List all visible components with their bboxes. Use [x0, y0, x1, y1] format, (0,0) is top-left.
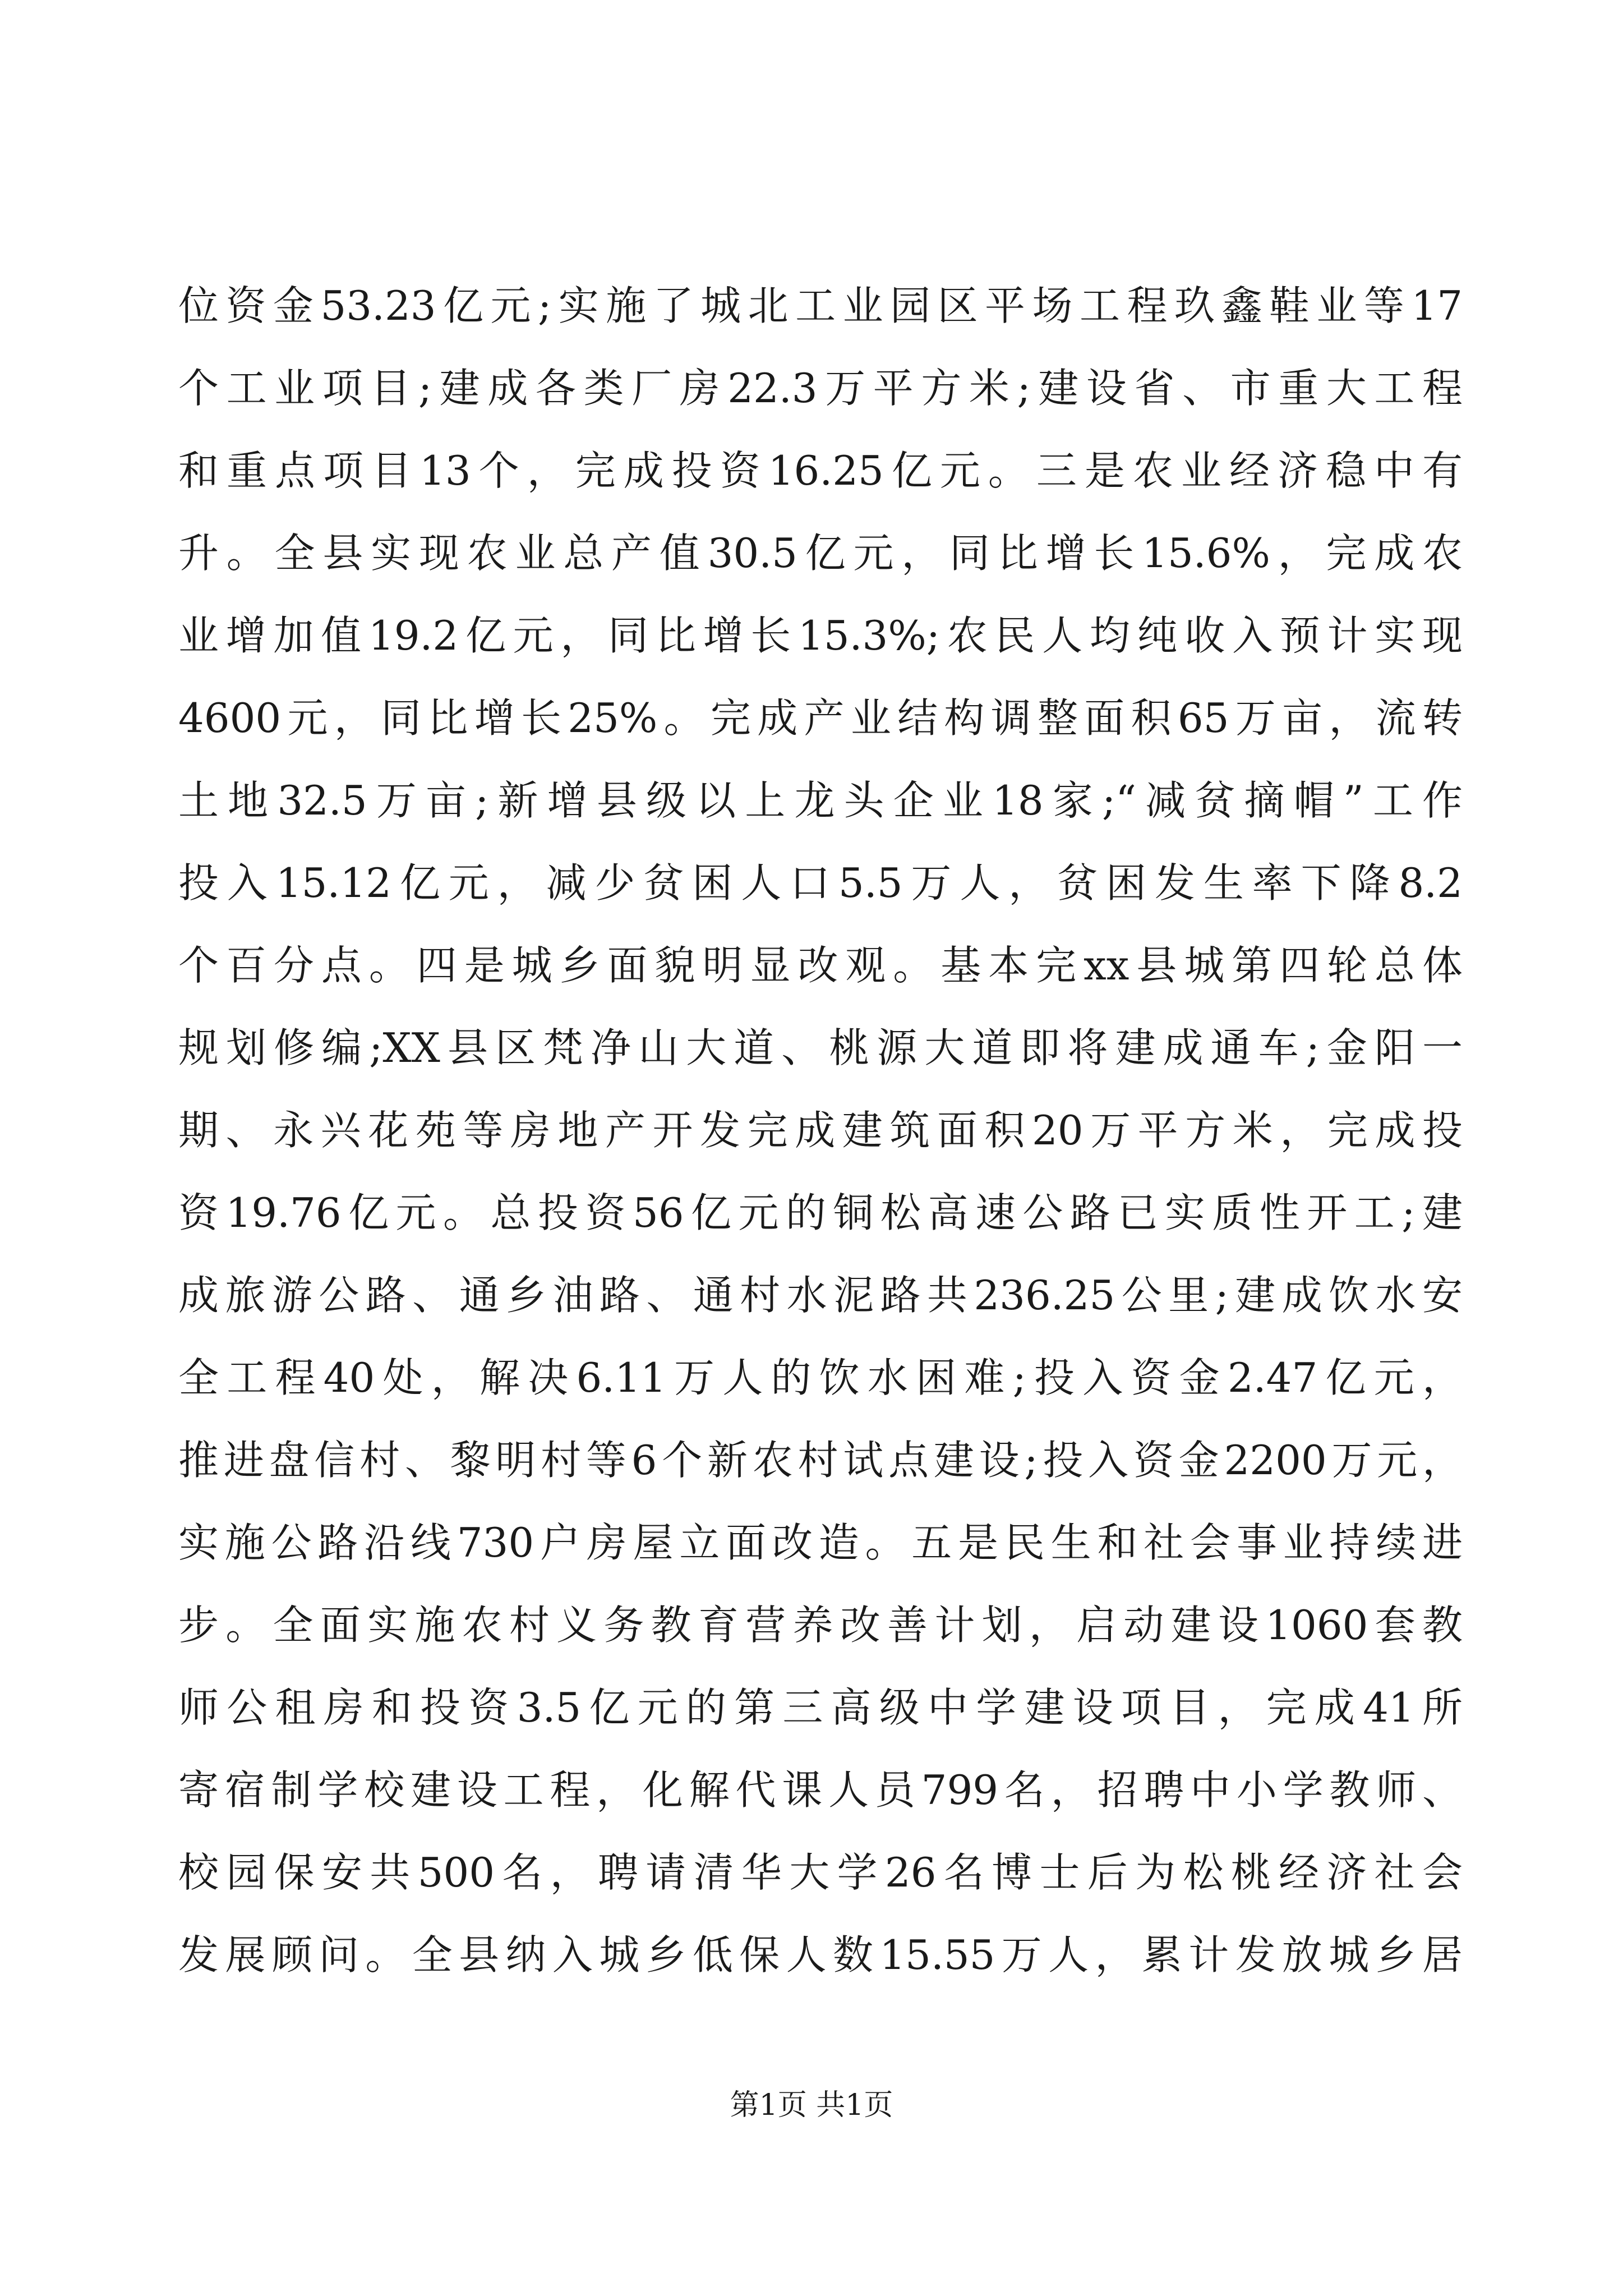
text-line: 业增加值19.2亿元，同比增长15.3%;农民人均纯收入预计实现 [178, 612, 1463, 659]
text-line: 投入15.12亿元，减少贫困人口5.5万人，贫困发生率下降8.2 [178, 859, 1463, 907]
body-text [178, 265, 1463, 1996]
text-line: 步。全面实施农村义务教育营养改善计划，启动建设1060套教 [178, 1602, 1463, 1649]
text-line: 个工业项目;建成各类厂房22.3万平方米;建设省、市重大工程 [178, 365, 1463, 412]
text-line: 实施公路沿线730户房屋立面改造。五是民生和社会事业持续进 [178, 1519, 1463, 1566]
text-line: 全工程40处，解决6.11万人的饮水困难;投入资金2.47亿元， [178, 1354, 1463, 1401]
text-line: 发展顾问。全县纳入城乡低保人数15.55万人，累计发放城乡居 [178, 1931, 1463, 1978]
text-line: 期、永兴花苑等房地产开发完成建筑面积20万平方米，完成投 [178, 1107, 1463, 1154]
text-line: 推进盘信村、黎明村等6个新农村试点建设;投入资金2200万元， [178, 1437, 1463, 1484]
page-footer: 第1页 共1页 [730, 2088, 893, 2122]
text-line: 寄宿制学校建设工程，化解代课人员799名，招聘中小学教师、 [178, 1766, 1463, 1814]
text-line: 规划修编;XX县区梵净山大道、桃源大道即将建成通车;金阳一 [178, 1024, 1463, 1071]
text-line: 个百分点。四是城乡面貌明显改观。基本完xx县城第四轮总体 [178, 942, 1463, 989]
text-line: 成旅游公路、通乡油路、通村水泥路共236.25公里;建成饮水安 [178, 1272, 1463, 1319]
text-line: 校园保安共500名，聘请清华大学26名博士后为松桃经济社会 [178, 1849, 1463, 1896]
text-line: 师公租房和投资3.5亿元的第三高级中学建设项目，完成41所 [178, 1684, 1463, 1731]
text-line: 位资金53.23亿元;实施了城北工业园区平场工程玖鑫鞋业等17 [178, 282, 1463, 329]
text-line: 土地32.5万亩;新增县级以上龙头企业18家;“减贫摘帽”工作 [178, 777, 1463, 824]
text-line: 4600元，同比增长25%。完成产业结构调整面积65万亩，流转 [178, 694, 1463, 742]
text-line: 升。全县实现农业总产值30.5亿元，同比增长15.6%，完成农 [178, 530, 1463, 577]
text-line: 和重点项目13个，完成投资16.25亿元。三是农业经济稳中有 [178, 447, 1463, 494]
text-line: 资19.76亿元。总投资56亿元的铜松高速公路已实质性开工;建 [178, 1189, 1463, 1236]
